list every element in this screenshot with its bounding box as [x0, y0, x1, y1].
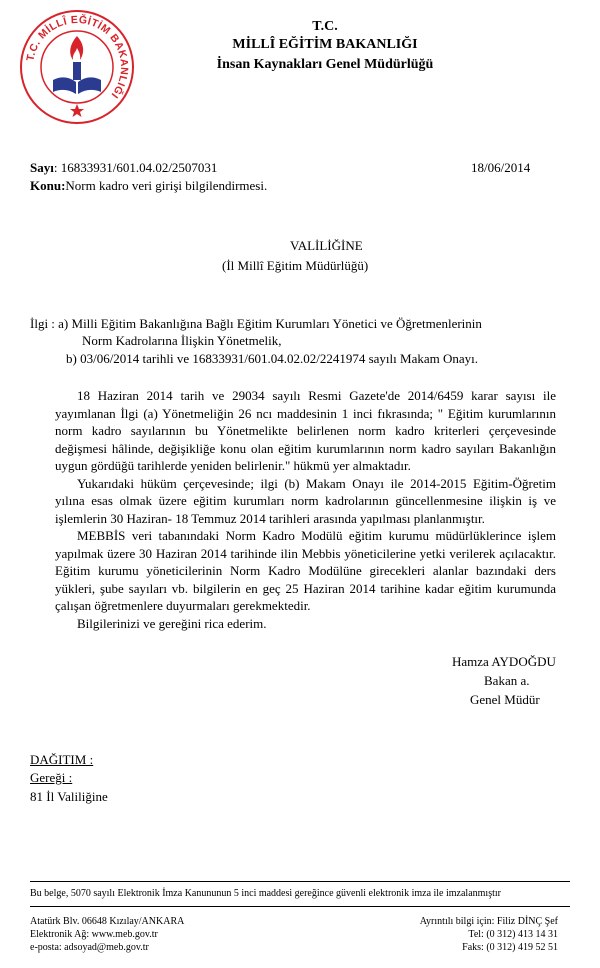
footer-fax: Faks: (0 312) 419 52 51	[462, 942, 558, 953]
body-paragraph-2: Yukarıdaki hüküm çerçevesinde; ilgi (b) Makam Onayı ile 2014-2015 Eğitim-Öğretim yılına esas olmak üzere eğitim kurumları norm kadrolarının güncellenmesine ilişkin iş ve işlemlerin 30 Haziran- 18 Temmuz 2014 tarihleri arasında yapılması planlanmıştır.	[55, 475, 556, 526]
footer-email: e-posta: adsoyad@meb.gov.tr	[30, 942, 149, 953]
body-paragraph-1: 18 Haziran 2014 tarih ve 29034 sayılı Resmi Gazete'de 2014/6459 karar sayısı ile yayımlanan İlgi (a) Yönetmeliğin 26 ncı maddesinin 1 inci fıkrasında; " Eğitim kurumlarının norm kadro sayılarının bu Yönetmelikte belirlenen norm kadro kriterleri çerçevesinde değişmesi hâlinde, değişikliğe konu olan eğitim kurumlarının norm kadro sayıları Bakanlığın uygun gördüğü tarihlerde yeniden belirlenir." hükmü yer almaktadır.	[55, 388, 556, 473]
document-date: 18/06/2014	[471, 160, 531, 175]
konu-value: Norm kadro veri girişi bilgilendirmesi.	[65, 178, 268, 193]
header-country: T.C.	[312, 19, 338, 34]
footer-tel: Tel: (0 312) 413 14 31	[468, 929, 558, 940]
body-text	[55, 387, 556, 632]
ilgi-a-line1: İlgi : a) Milli Eğitim Bakanlığına Bağlı Eğitim Kurumları Yönetici ve Öğretmenlerinin	[30, 316, 482, 331]
svg-text:T.C. MİLLÎ EĞİTİM BAKANLIĞI: T.C. MİLLÎ EĞİTİM BAKANLIĞI	[24, 13, 131, 101]
torch-and-book-icon	[18, 8, 136, 126]
footer-divider-top	[30, 881, 570, 882]
konu-row	[30, 178, 267, 194]
ministry-logo	[18, 8, 136, 126]
body-paragraph-4: Bilgilerinizi ve gereğini rica ederim.	[77, 615, 267, 631]
konu-label: Konu:	[30, 178, 66, 193]
ilgi-a-line2: Norm Kadrolarına İlişkin Yönetmelik,	[82, 333, 282, 348]
footer-web: Elektronik Ağ: www.meb.gov.tr	[30, 929, 158, 940]
signatory-name: Hamza AYDOĞDU	[452, 654, 556, 669]
body-paragraph-3: MEBBİS veri tabanındaki Norm Kadro Modülü eğitim kurumu müdürlüklerince işlem yapılmak üzere 30 Haziran 2014 tarihinde ilin Mebbis yöneticilerine yetki verilerek açılacaktır. Eğitim kurumu yöneticilerinin Norm Kadro Modülüne girecekleri alanlar bazındaki ders yükleri, şube sayıları vb. bilgilerin en geç 25 Haziran 2014 tarihine kadar eğitim kurumunda çalışan öğretmenlere duyurmaları gerekmektedir.	[55, 528, 556, 613]
footer-divider-bottom	[30, 906, 570, 907]
sayi-value: : 16833931/601.04.02/2507031	[53, 160, 218, 175]
signatory-title-1: Bakan a.	[484, 673, 530, 688]
distribution-action: Gereği :	[30, 770, 73, 785]
sayi-row	[30, 160, 217, 176]
addressee-directorate: (İl Millî Eğitim Müdürlüğü)	[222, 258, 369, 273]
footer-address: Atatürk Blv. 06648 Kızılay/ANKARA	[30, 916, 185, 927]
addressee-governorship: VALİLİĞİNE	[290, 238, 363, 253]
footer-contact: Ayrıntılı bilgi için: Filiz DİNÇ Şef	[419, 916, 558, 927]
distribution-heading: DAĞITIM :	[30, 752, 94, 767]
header-ministry: MİLLÎ EĞİTİM BAKANLIĞI	[232, 37, 418, 52]
esign-note: Bu belge, 5070 sayılı Elektronik İmza Kanununun 5 inci maddesi gereğince güvenli elektronik imza ile imzalanmıştır	[30, 888, 501, 899]
ilgi-b-line: b) 03/06/2014 tarihli ve 16833931/601.04.02.02/2241974 sayılı Makam Onayı.	[66, 351, 478, 366]
header-directorate: İnsan Kaynakları Genel Müdürlüğü	[216, 57, 434, 72]
distribution-recipient: 81 İl Valiliğine	[30, 789, 108, 804]
sayi-label: Sayı	[30, 160, 54, 175]
signatory-title-2: Genel Müdür	[470, 692, 540, 707]
